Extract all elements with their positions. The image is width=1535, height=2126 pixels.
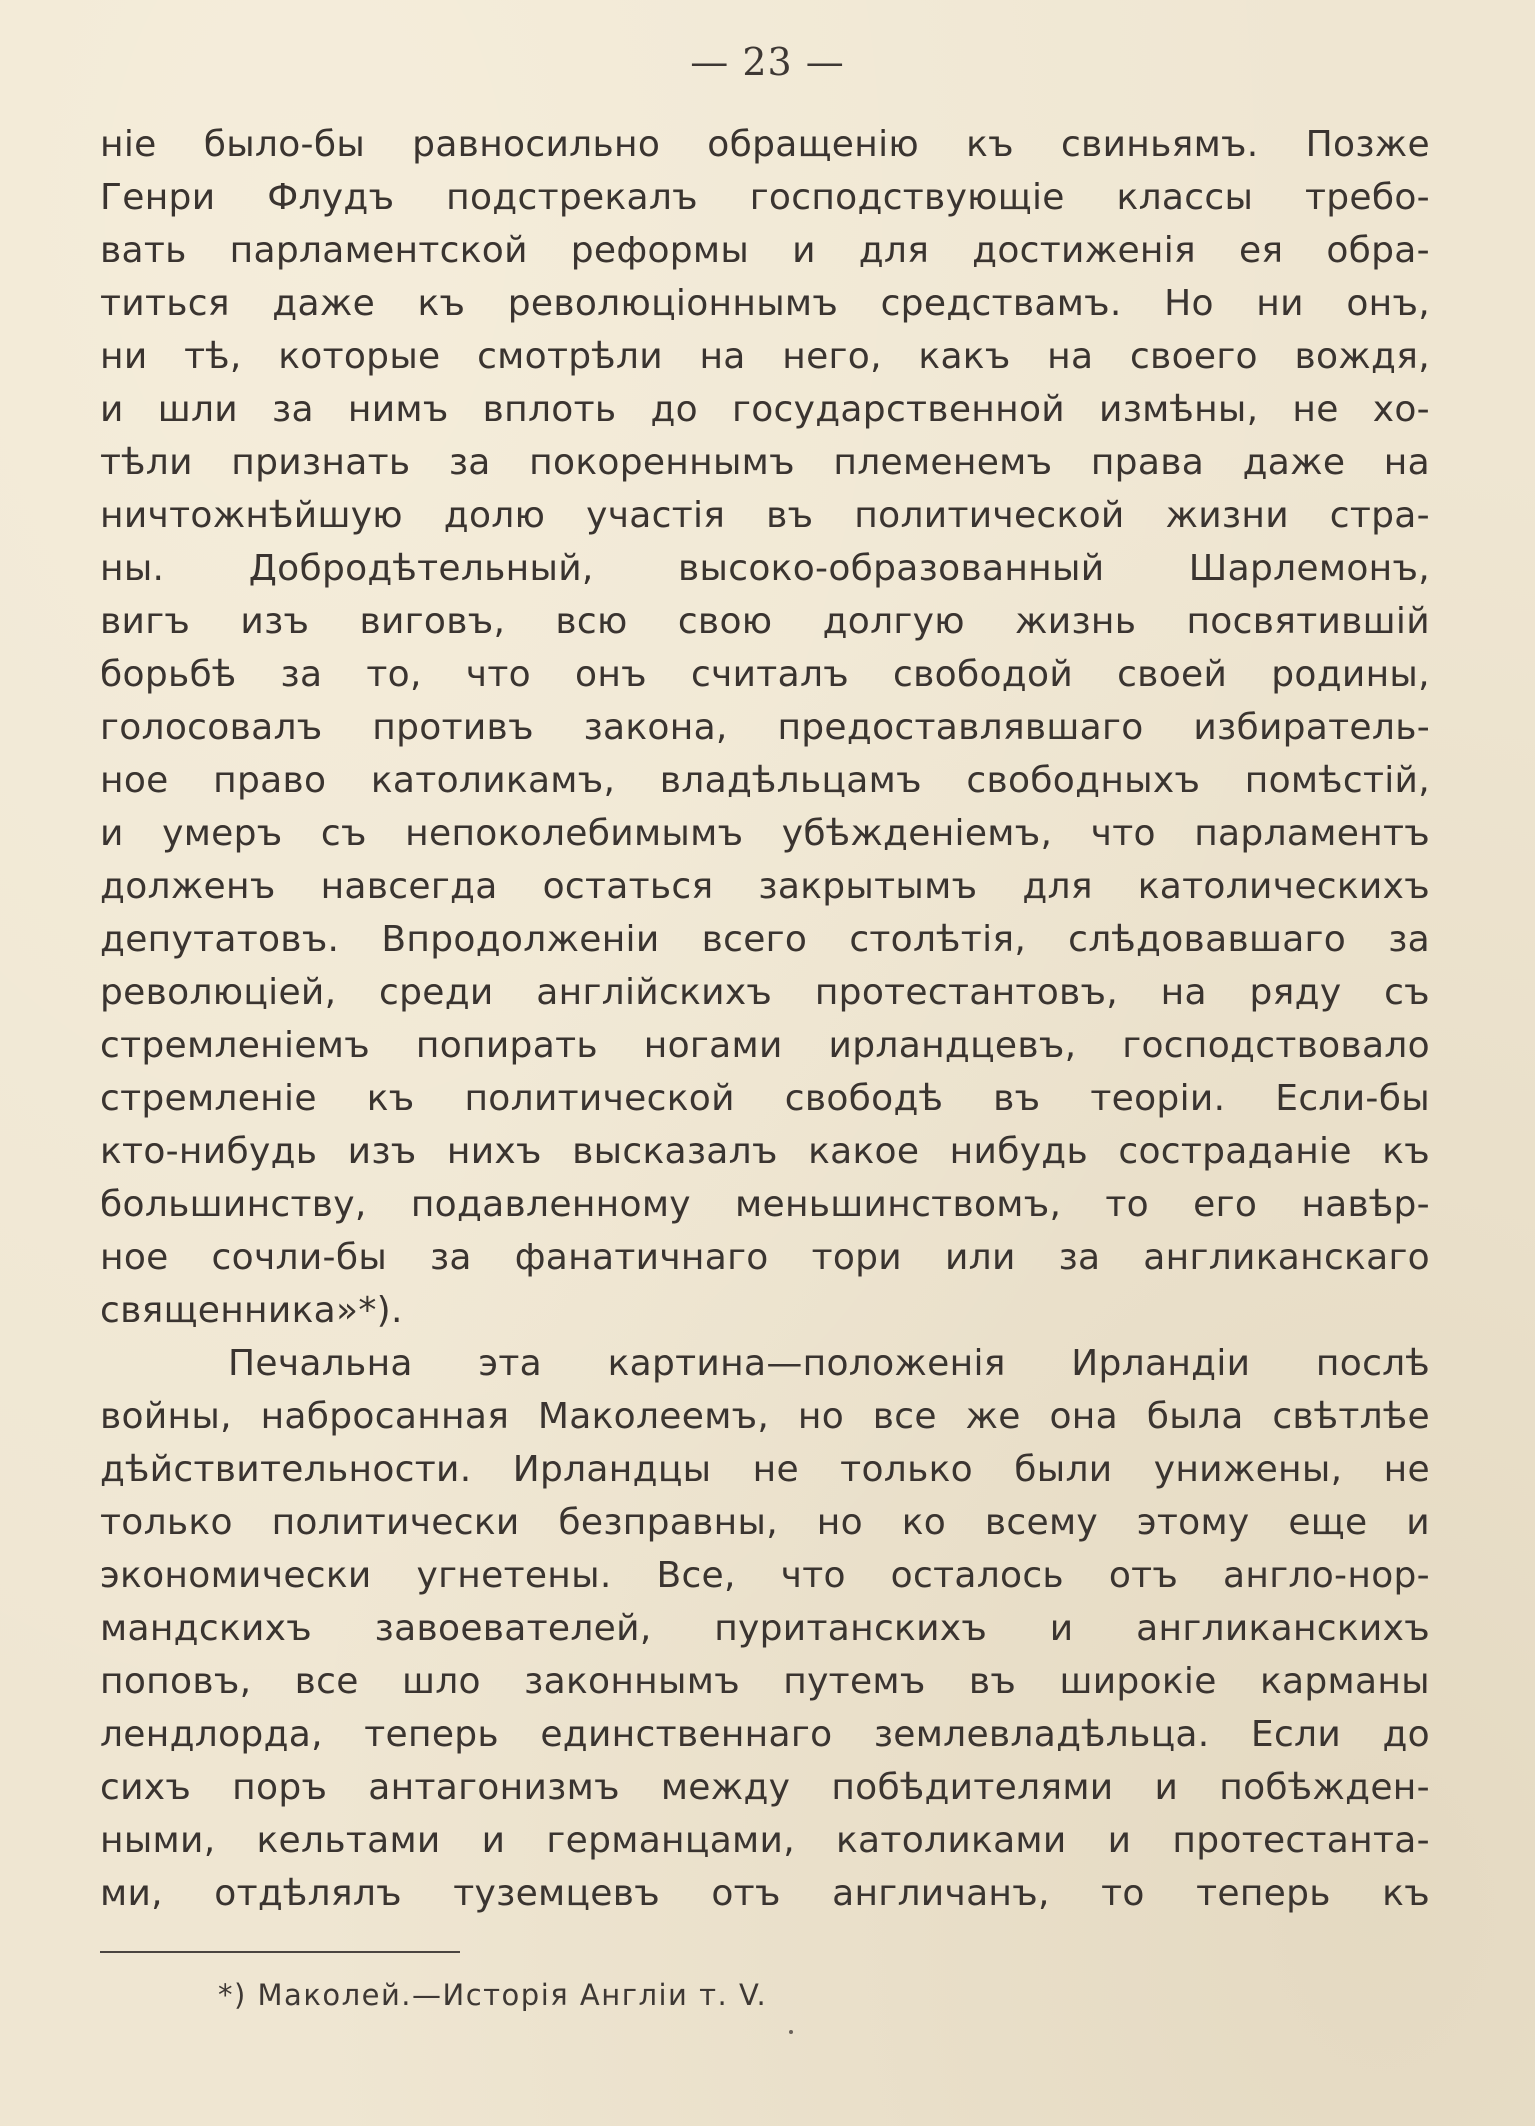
word: на <box>699 336 746 377</box>
word: въ <box>993 1078 1041 1119</box>
word: побѣдителями <box>831 1767 1114 1808</box>
word: угнетены. <box>416 1555 612 1596</box>
word: только <box>100 1502 233 1543</box>
word: и <box>1107 1820 1132 1861</box>
word: стремленіемъ <box>100 1025 370 1066</box>
word: обращенію <box>707 124 919 165</box>
word: жизни <box>1165 495 1289 536</box>
word: свѣтлѣе <box>1272 1396 1430 1437</box>
word: и <box>1154 1767 1179 1808</box>
word: Все, <box>656 1555 736 1596</box>
word: долгую <box>822 601 965 642</box>
word: эта <box>478 1343 543 1384</box>
word: Шарлемонъ, <box>1188 548 1430 589</box>
word: антагонизмъ <box>368 1767 620 1808</box>
text-line <box>100 1814 1430 1867</box>
text-line <box>100 1178 1430 1231</box>
word: признать <box>231 442 411 483</box>
word: ными, <box>100 1820 216 1861</box>
word: противъ <box>372 707 534 748</box>
word: умеръ <box>162 813 283 854</box>
word: католикамъ, <box>370 760 616 801</box>
text-line <box>100 1602 1430 1655</box>
word: этому <box>1136 1502 1250 1543</box>
word: было-бы <box>203 124 366 165</box>
word: жизнь <box>1015 601 1137 642</box>
word: своей <box>1117 654 1228 695</box>
word: избиратель- <box>1193 707 1430 748</box>
word: карманы <box>1259 1661 1430 1702</box>
word: убѣжденіемъ, <box>781 813 1053 854</box>
word: путемъ <box>783 1661 926 1702</box>
word: вать <box>100 230 187 271</box>
word: измѣны, <box>1099 389 1259 430</box>
word: до <box>1382 1714 1430 1755</box>
word: широкіе <box>1059 1661 1217 1702</box>
word: картина—положенія <box>607 1343 1006 1384</box>
word: то <box>1101 1873 1145 1914</box>
word: и <box>100 389 124 430</box>
word: стра- <box>1329 495 1430 536</box>
text-line <box>100 1549 1430 1602</box>
word: все <box>872 1396 937 1437</box>
text-line <box>100 1337 1430 1390</box>
word: сихъ <box>100 1767 192 1808</box>
word: слѣдовавшаго <box>1068 919 1347 960</box>
text-line <box>100 1072 1430 1125</box>
word: Но <box>1164 283 1214 324</box>
text-line <box>100 1867 1430 1920</box>
word: и <box>1406 1502 1430 1543</box>
word: вигъ <box>100 601 191 642</box>
word: вплоть <box>482 389 617 430</box>
word: теперь <box>1196 1873 1331 1914</box>
word: депутатовъ. <box>100 919 340 960</box>
text-line <box>100 860 1430 913</box>
word: сочли-бы <box>211 1237 388 1278</box>
word: помѣстій, <box>1244 760 1430 801</box>
word: ное <box>100 1237 169 1278</box>
word: Если-бы <box>1275 1078 1430 1119</box>
word: предоставлявшаго <box>777 707 1144 748</box>
word: священника»*). <box>100 1290 403 1331</box>
text-line <box>100 966 1430 1019</box>
word: обра- <box>1326 230 1430 271</box>
word: стремленіе <box>100 1078 317 1119</box>
word: англичанъ, <box>832 1873 1050 1914</box>
word: къ <box>1382 1131 1430 1172</box>
word: родины, <box>1271 654 1430 695</box>
word: право <box>213 760 327 801</box>
word: хо- <box>1372 389 1430 430</box>
word: англійскихъ <box>536 972 773 1013</box>
word: англо-нор- <box>1223 1555 1430 1596</box>
word: еще <box>1288 1502 1368 1543</box>
word: къ <box>1382 1873 1430 1914</box>
word: были <box>1014 1449 1113 1490</box>
word: но <box>816 1502 863 1543</box>
word: же <box>965 1396 1021 1437</box>
text-line <box>100 1708 1430 1761</box>
word: виговъ, <box>359 601 506 642</box>
word: для <box>858 230 930 271</box>
word: ніе <box>100 124 157 165</box>
word: долю <box>443 495 546 536</box>
word: то, <box>366 654 422 695</box>
word: равносильно <box>412 124 661 165</box>
word: до <box>650 389 698 430</box>
word: послѣ <box>1315 1343 1430 1384</box>
word: ко <box>901 1502 947 1543</box>
word: свою <box>677 601 773 642</box>
word: высоко-образованный <box>678 548 1105 589</box>
word: не <box>1383 1449 1430 1490</box>
word: какъ <box>918 336 1011 377</box>
word: мандскихъ <box>100 1608 313 1649</box>
text-line <box>100 330 1430 383</box>
word: осталось <box>890 1555 1064 1596</box>
word: тѣ, <box>184 336 242 377</box>
word: на <box>1160 972 1207 1013</box>
word: меньшинствомъ, <box>735 1184 1062 1225</box>
word: среди <box>379 972 494 1013</box>
word: отъ <box>711 1873 781 1914</box>
word: что <box>465 654 531 695</box>
page-number: — 23 — <box>690 40 845 84</box>
word: Впродолженіи <box>381 919 660 960</box>
word: только <box>840 1449 973 1490</box>
word: нихъ <box>446 1131 542 1172</box>
word: и <box>481 1820 506 1861</box>
text-line <box>100 1125 1430 1178</box>
paragraph <box>100 1337 1430 1920</box>
word: закона, <box>583 707 728 748</box>
word: столѣтія, <box>849 919 1027 960</box>
word: онъ <box>575 654 647 695</box>
word: политической <box>464 1078 735 1119</box>
word: Ирландцы <box>512 1449 712 1490</box>
word: кто-нибудь <box>100 1131 318 1172</box>
word: но <box>797 1396 845 1437</box>
word: войны, <box>100 1396 232 1437</box>
word: ряду <box>1249 972 1342 1013</box>
word: Ирландіи <box>1071 1343 1251 1384</box>
text-line <box>100 542 1430 595</box>
word: побѣжден- <box>1219 1767 1430 1808</box>
word: посвятившій <box>1186 601 1430 642</box>
word: теоріи. <box>1090 1078 1226 1119</box>
word: Генри <box>100 177 216 218</box>
word: ны. <box>100 548 165 589</box>
word: къ <box>366 1078 415 1119</box>
text-line <box>100 1761 1430 1814</box>
word: набросанная <box>260 1396 510 1437</box>
word: на <box>1047 336 1094 377</box>
word: всему <box>984 1502 1099 1543</box>
word: попирать <box>415 1025 598 1066</box>
word: всего <box>701 919 808 960</box>
word: достиженія <box>972 230 1197 271</box>
word: кельтами <box>256 1820 441 1861</box>
word: не <box>752 1449 799 1490</box>
word: за <box>272 389 314 430</box>
word: господствовало <box>1122 1025 1430 1066</box>
word: фанатичнаго <box>514 1237 769 1278</box>
word: подавленному <box>410 1184 691 1225</box>
word: съ <box>1384 972 1430 1013</box>
word: государственной <box>732 389 1065 430</box>
text-line <box>100 595 1430 648</box>
word: господствующіе <box>749 177 1065 218</box>
word: остаться <box>542 866 714 907</box>
word: и <box>1049 1608 1074 1649</box>
word: Если <box>1250 1714 1342 1755</box>
word: протестанта- <box>1172 1820 1430 1861</box>
word: дѣйствительности. <box>100 1449 472 1490</box>
word: ми, <box>100 1873 163 1914</box>
text-line <box>100 171 1430 224</box>
word: безправны, <box>558 1502 778 1543</box>
word: ея <box>1238 230 1284 271</box>
word: ни <box>100 336 148 377</box>
word: нибудь <box>949 1131 1089 1172</box>
word: Позже <box>1305 124 1430 165</box>
text-line <box>100 489 1430 542</box>
text-line <box>100 1496 1430 1549</box>
text-line <box>100 648 1430 701</box>
word: своего <box>1129 336 1258 377</box>
word: въ <box>766 495 814 536</box>
word: свободой <box>893 654 1074 695</box>
text-line <box>100 701 1430 754</box>
word: Флудъ <box>267 177 395 218</box>
word: шли <box>157 389 238 430</box>
word: какое <box>808 1131 920 1172</box>
word: него, <box>782 336 882 377</box>
text-line <box>100 1019 1430 1072</box>
word: въ <box>968 1661 1017 1702</box>
text-line <box>100 1655 1430 1708</box>
word: поповъ, <box>100 1661 252 1702</box>
word: Маколеемъ, <box>537 1396 770 1437</box>
footnote-divider <box>100 1951 460 1953</box>
word: пуританскихъ <box>714 1608 988 1649</box>
word: католиками <box>836 1820 1067 1861</box>
word: свободѣ <box>784 1078 944 1119</box>
word: всю <box>555 601 628 642</box>
word: изъ <box>240 601 310 642</box>
word: или <box>944 1237 1016 1278</box>
word: даже <box>272 283 376 324</box>
text-line <box>100 118 1430 171</box>
word: для <box>1022 866 1093 907</box>
word: за <box>448 442 491 483</box>
text-line <box>100 224 1430 277</box>
word: навѣр- <box>1301 1184 1430 1225</box>
footnote: *) Маколей.—Исторія Англіи т. V. <box>218 1978 768 2012</box>
word: подстрекалъ <box>446 177 698 218</box>
word: ногами <box>643 1025 783 1066</box>
word: свиньямъ. <box>1060 124 1259 165</box>
word: участія <box>586 495 726 536</box>
word: Добродѣтельный, <box>248 548 594 589</box>
word: и <box>100 813 124 854</box>
word: непоколебимымъ <box>405 813 744 854</box>
word: закрытымъ <box>758 866 978 907</box>
word: унижены, <box>1153 1449 1343 1490</box>
word: тори <box>811 1237 903 1278</box>
word: покореннымъ <box>529 442 795 483</box>
word: даже <box>1242 442 1346 483</box>
word: политической <box>854 495 1125 536</box>
word: за <box>280 654 323 695</box>
word: вождя, <box>1294 336 1430 377</box>
word: борьбѣ <box>100 654 237 695</box>
paragraph <box>100 118 1430 1337</box>
word: ирландцевъ, <box>828 1025 1077 1066</box>
word: которые <box>278 336 441 377</box>
text-line <box>100 807 1430 860</box>
word: единственнаго <box>540 1714 833 1755</box>
text-line <box>100 277 1430 330</box>
body-text <box>100 118 1430 1920</box>
word: поръ <box>232 1767 328 1808</box>
word: лендлорда, <box>100 1714 323 1755</box>
word: смотрѣли <box>477 336 663 377</box>
word: экономически <box>100 1555 372 1596</box>
word: права <box>1090 442 1205 483</box>
word: землевладѣльца. <box>873 1714 1210 1755</box>
word: реформы <box>570 230 750 271</box>
word: требо- <box>1304 177 1430 218</box>
text-line <box>100 1284 1430 1337</box>
word: протестантовъ, <box>814 972 1119 1013</box>
word: она <box>1049 1396 1118 1437</box>
word: къ <box>417 283 466 324</box>
word: за <box>1058 1237 1101 1278</box>
word: навсегда <box>320 866 498 907</box>
word: туземцевъ <box>453 1873 660 1914</box>
word: католическихъ <box>1137 866 1430 907</box>
word: революціей, <box>100 972 337 1013</box>
word: ни <box>1256 283 1304 324</box>
text-line <box>100 436 1430 489</box>
word: между <box>660 1767 791 1808</box>
text-line <box>100 754 1430 807</box>
word: высказалъ <box>572 1131 778 1172</box>
word: тѣли <box>100 442 193 483</box>
word: Печальна <box>228 1343 413 1384</box>
text-line <box>100 913 1430 966</box>
word: англиканскаго <box>1143 1237 1430 1278</box>
word: титься <box>100 283 230 324</box>
word: классы <box>1116 177 1254 218</box>
word: германцами, <box>546 1820 795 1861</box>
word: шло <box>401 1661 481 1702</box>
word: голосовалъ <box>100 707 323 748</box>
paper-speck <box>789 2030 793 2034</box>
word: теперь <box>364 1714 499 1755</box>
word: владѣльцамъ <box>659 760 922 801</box>
word: средствамъ. <box>880 283 1122 324</box>
word: племенемъ <box>833 442 1053 483</box>
text-line <box>100 1443 1430 1496</box>
word: за <box>1388 919 1430 960</box>
word: за <box>429 1237 472 1278</box>
word: его <box>1193 1184 1258 1225</box>
word: большинству, <box>100 1184 367 1225</box>
word: изъ <box>347 1131 417 1172</box>
word: отъ <box>1108 1555 1179 1596</box>
word: что <box>1090 813 1156 854</box>
word: революціоннымъ <box>507 283 839 324</box>
text-line <box>100 1231 1430 1284</box>
word: состраданіе <box>1118 1131 1352 1172</box>
word: свободныхъ <box>966 760 1201 801</box>
word: политически <box>271 1502 520 1543</box>
word: англиканскихъ <box>1136 1608 1430 1649</box>
word: что <box>780 1555 846 1596</box>
word: онъ, <box>1346 283 1430 324</box>
word: ничтожнѣйшую <box>100 495 403 536</box>
word: на <box>1383 442 1430 483</box>
word: съ <box>320 813 367 854</box>
word: нимъ <box>347 389 449 430</box>
word: парламентъ <box>1194 813 1430 854</box>
text-line <box>100 1390 1430 1443</box>
word: завоевателей, <box>374 1608 652 1649</box>
word: и <box>792 230 816 271</box>
word: парламентской <box>229 230 528 271</box>
word: все <box>294 1661 359 1702</box>
word: считалъ <box>690 654 849 695</box>
word: долженъ <box>100 866 276 907</box>
word: то <box>1105 1184 1149 1225</box>
word: не <box>1292 389 1339 430</box>
word: отдѣлялъ <box>214 1873 402 1914</box>
word: къ <box>966 124 1014 165</box>
word: была <box>1146 1396 1244 1437</box>
word: законнымъ <box>524 1661 740 1702</box>
word: ное <box>100 760 169 801</box>
text-line <box>100 383 1430 436</box>
